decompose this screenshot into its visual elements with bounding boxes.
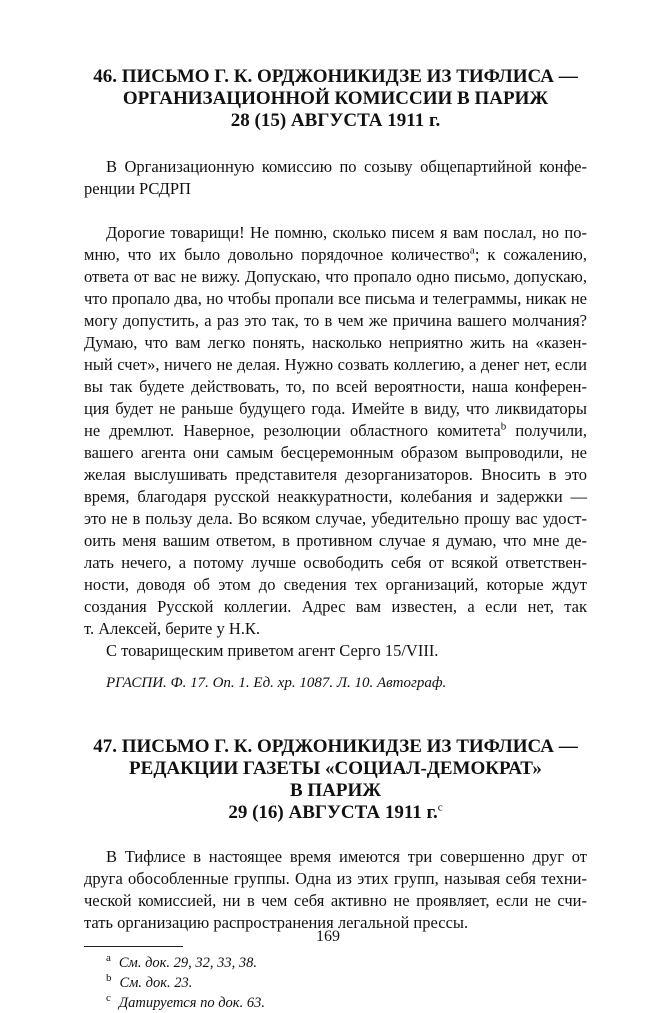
signature: С товарищеским приветом агент Серго 15/VIII.: [106, 641, 439, 660]
page-number: 169: [316, 928, 340, 945]
doc46-heading-line: 28 (15) АВГУСТА 1911 г.: [230, 110, 441, 131]
body-line: В Тифлисе в настоящее время имеются три совершенно друг от: [106, 847, 587, 866]
doc46-heading-line: ОРГАНИЗАЦИОННОЙ КОМИССИИ В ПАРИЖ: [122, 88, 549, 109]
body-line-text: не дремлют. Наверное, резолюции областного комитета: [84, 421, 501, 440]
body-line: ческой комиссией, ни в чем себя активно не проявляет, если не счи-: [84, 891, 587, 910]
body-line-text: мню, что их было довольно порядочное количество: [84, 245, 470, 264]
archive-source: РГАСПИ. Ф. 17. Оп. 1. Ед. хр. 1087. Л. 10. Автограф.: [106, 675, 447, 691]
doc46-heading-line: 46. ПИСЬМО Г. К. ОРДЖОНИКИДЗЕ ИЗ ТИФЛИСА —: [93, 66, 578, 87]
document-page: [84, 62, 587, 1013]
footnote: [84, 993, 587, 1013]
body-line: ция будет не раньше будущего года. Имейте в виду, что ликвидаторы: [84, 399, 587, 418]
body-line: оить меня вашим ответом, в противном случае я думаю, что мне де-: [84, 531, 587, 550]
footnote-mark: a: [106, 952, 111, 965]
body-line: лать нечего, а потому лучше освободить себя от всякой ответствен-: [84, 553, 587, 572]
body-line: ности, доводя об этом до сведения тех организаций, которые ждут: [84, 575, 587, 594]
body-line: вашего агента они самым бесцеремонным образом выпроводили, не: [84, 443, 587, 462]
doc47-heading: [84, 736, 587, 824]
body-line: [84, 244, 587, 266]
doc47-heading-line: [84, 802, 587, 824]
body-line: это не в пользу дела. Во всяком случае, убедительно прошу вас удост-: [84, 509, 587, 528]
body-line: Думаю, что вам легко понять, насколько неприятно жить на «казен-: [84, 333, 587, 352]
body-line: вы так будете действовать, то, по всей вероятности, наша конферен-: [84, 377, 587, 396]
body-line: т. Алексей, берите у Н.К.: [84, 619, 261, 638]
body-line-tail: получили,: [506, 421, 588, 440]
footnotes: [84, 953, 587, 1013]
footnote: [84, 953, 587, 973]
footnote-mark: c: [106, 992, 111, 1005]
body-line: могу допустить, а раз это так, то в чем же причина вашего молчания?: [84, 311, 587, 330]
doc47-heading-line: РЕДАКЦИИ ГАЗЕТЫ «СОЦИАЛ-ДЕМОКРАТ»: [129, 758, 542, 779]
body-line-tail: ; к сожалению,: [474, 245, 587, 264]
doc47-heading-line: 47. ПИСЬМО Г. К. ОРДЖОНИКИДЗЕ ИЗ ТИФЛИСА —: [93, 736, 578, 757]
body-line: Дорогие товарищи! Не помню, сколько писем я вам послал, но по-: [106, 223, 587, 242]
footnote-ref-b: b: [500, 420, 507, 433]
footnote-text: Датируется по док. 63.: [118, 995, 265, 1011]
doc47-date: 29 (16) АВГУСТА 1911 г.: [228, 802, 438, 823]
footnote-text: См. док. 23.: [119, 975, 193, 991]
footnote-text: См. док. 29, 32, 33, 38.: [118, 955, 258, 971]
body-line: друга обособленные группы. Одна из этих групп, называя себя техни-: [84, 869, 587, 888]
body-line: ответа от вас не вижу. Допускаю, что пропало одно письмо, допускаю,: [84, 267, 587, 286]
body-line: создания Русской коллегии. Адрес вам известен, а если нет, так: [84, 597, 587, 616]
footnote: [84, 973, 587, 993]
footnote-divider: [84, 946, 183, 947]
body-line: ный счет», ничего не делая. Нужно созвать коллегию, а денег нет, если: [84, 355, 587, 374]
body-line: тать организацию распространения легальной прессы.: [84, 913, 469, 932]
doc46-address-line: ренции РСДРП: [84, 179, 191, 198]
footnote-mark: b: [106, 972, 112, 985]
doc46-heading: [84, 66, 587, 132]
doc47-letter-body: [84, 846, 587, 934]
body-line: время, благодаря русской неаккуратности, колебания и задержки —: [84, 487, 587, 506]
footnote-ref-c: c: [437, 801, 443, 814]
footnote-ref-a: a: [469, 244, 475, 257]
doc46-address: [84, 156, 587, 200]
body-line: желая выслушивать представителя дезорганизаторов. Вносить в это: [84, 465, 587, 484]
body-line: что пропало два, но чтобы пропали все письма и телеграммы, никак не: [84, 289, 587, 308]
doc46-address-line: В Организационную комиссию по созыву общепартийной конфе-: [106, 157, 587, 176]
doc46-letter-body: [84, 222, 587, 662]
body-line: [84, 420, 587, 442]
doc47-heading-line: В ПАРИЖ: [289, 780, 382, 801]
